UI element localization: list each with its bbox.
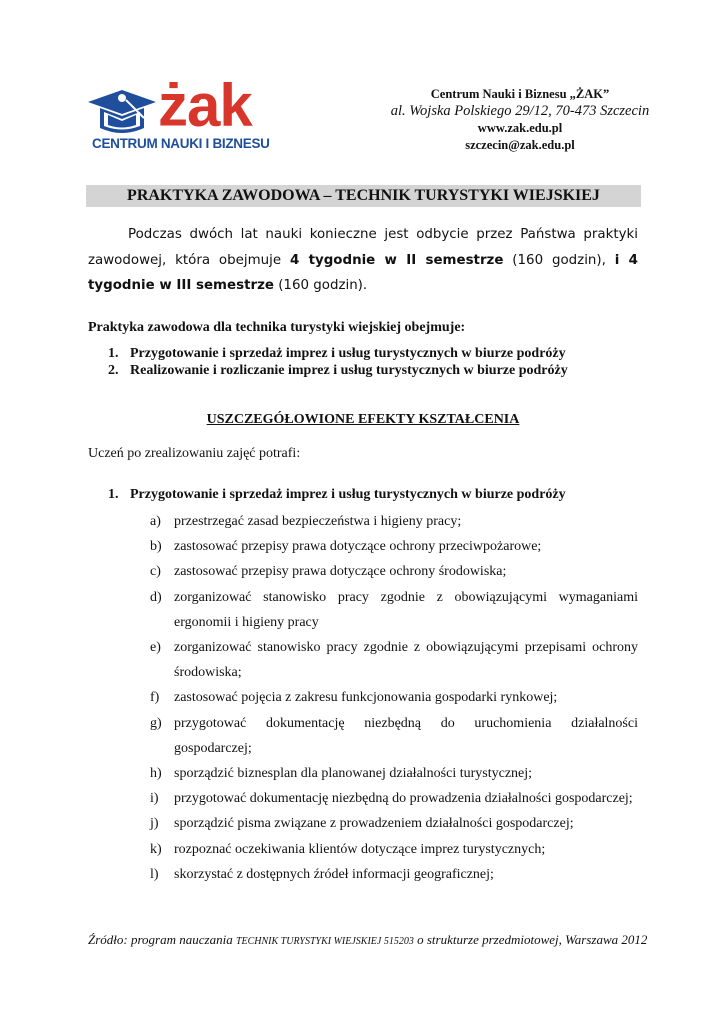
item-text: sporządzić biznesplan dla planowanej działalności turystycznej; [174, 766, 533, 782]
logo-subtitle: CENTRUM NAUKI I BIZNESU [92, 136, 270, 151]
list-item [108, 362, 568, 379]
effects-list [150, 509, 638, 887]
list-item [108, 345, 568, 362]
item-text: zorganizować stanowisko pracy zgodnie z obowiązującymi przepisami ochrony środowiska; [174, 640, 638, 681]
list-item [150, 862, 638, 887]
website-link[interactable]: www.zak.edu.pl [477, 121, 563, 135]
list-item [150, 534, 638, 559]
footer-program: TECHNIK TURYSTYKI WIEJSKIEJ 515203 [235, 936, 414, 947]
list-text: Przygotowanie i sprzedaż imprez i usług turystycznych w biurze podróży [130, 346, 566, 361]
list-item [150, 685, 638, 710]
item-letter: d) [150, 589, 162, 605]
section-number: 1. [108, 487, 119, 502]
item-letter: h) [150, 766, 162, 782]
footer-source [88, 932, 647, 948]
item-text: zastosować przepisy prawa dotyczące ochrony przeciwpożarowe; [174, 539, 542, 555]
list-item [150, 837, 638, 862]
item-letter: i) [150, 791, 159, 807]
item-letter: k) [150, 841, 162, 857]
list-item [150, 711, 638, 761]
section-title: Przygotowanie i sprzedaż imprez i usług turystycznych w biurze podróży [130, 487, 566, 502]
list-item [150, 786, 638, 811]
item-letter: c) [150, 564, 161, 580]
list-item [150, 559, 638, 584]
zak-logo [86, 72, 276, 156]
list-item [150, 585, 638, 635]
page-title: PRAKTYKA ZAWODOWA – TECHNIK TURYSTYKI WIEJSKIEJ [86, 185, 641, 207]
org-name: Centrum Nauki i Biznesu „ŻAK” [430, 87, 610, 101]
item-text: zastosować przepisy prawa dotyczące ochrony środowiska; [174, 564, 507, 580]
intro-bold: i 4 tygodnie w III semestrze [88, 252, 638, 293]
list-number: 1. [108, 346, 119, 361]
list-text: Realizowanie i rozliczanie imprez i usług turystycznych w biurze podróży [130, 363, 568, 378]
contact-block [380, 86, 660, 154]
item-text: przygotować dokumentację niezbędną do prowadzenia działalności gospodarczej; [174, 791, 633, 807]
item-letter: f) [150, 690, 160, 706]
intro-text: Podczas dwóch lat nauki konieczne jest odbycie przez Państwa praktyki zawodowej, która obejmuje [88, 227, 638, 268]
item-text: przygotować dokumentację niezbędną do uruchomienia działalności gospodarczej; [174, 715, 638, 756]
address: al. Wojska Polskiego 29/12, 70-473 Szczecin [390, 103, 650, 119]
item-letter: g) [150, 715, 162, 731]
item-letter: e) [150, 640, 161, 656]
item-text: zastosować pojęcia z zakresu funkcjonowania gospodarki rynkowej; [174, 690, 558, 706]
email-link[interactable]: szczecin@zak.edu.pl [465, 138, 575, 152]
list-item [150, 811, 638, 836]
scope-list [108, 345, 568, 379]
effects-heading: USZCZEGÓŁOWIONE EFEKTY KSZTAŁCENIA [206, 412, 520, 427]
item-text: przestrzegać zasad bezpieczeństwa i higieny pracy; [174, 514, 462, 529]
intro-text: (160 godzin), [503, 252, 615, 268]
item-letter: l) [150, 866, 159, 882]
item-letter: j) [150, 816, 159, 832]
item-text: zorganizować stanowisko pracy zgodnie z obowiązującymi wymaganiami ergonomii i higieny pracy [174, 589, 638, 630]
list-item [150, 509, 638, 534]
item-text: sporządzić pisma związane z prowadzeniem działalności gospodarczej; [174, 816, 574, 832]
intro-bold: 4 tygodnie w II semestrze [289, 252, 504, 268]
item-text: rozpoznać oczekiwania klientów dotyczące imprez turystycznych; [174, 841, 546, 857]
logo-wordmark: żak [158, 72, 252, 139]
item-letter: b) [150, 539, 162, 555]
graduation-cap-icon [86, 86, 158, 138]
item-letter: a) [150, 514, 161, 529]
intro-paragraph [88, 222, 638, 299]
list-item [150, 635, 638, 685]
footer-text: o strukturze przedmiotowej, Warszawa 2012 [413, 932, 648, 947]
item-text: skorzystać z dostępnych źródeł informacji geograficznej; [174, 866, 494, 882]
list-number: 2. [108, 363, 119, 378]
scope-heading: Praktyka zawodowa dla technika turystyki wiejskiej obejmuje: [88, 320, 466, 335]
student-intro: Uczeń po zrealizowaniu zajęć potrafi: [88, 446, 301, 461]
list-item [150, 761, 638, 786]
intro-text: (160 godzin). [273, 278, 368, 293]
section-heading [108, 487, 566, 503]
footer-text: Źródło: program nauczania [88, 932, 236, 947]
